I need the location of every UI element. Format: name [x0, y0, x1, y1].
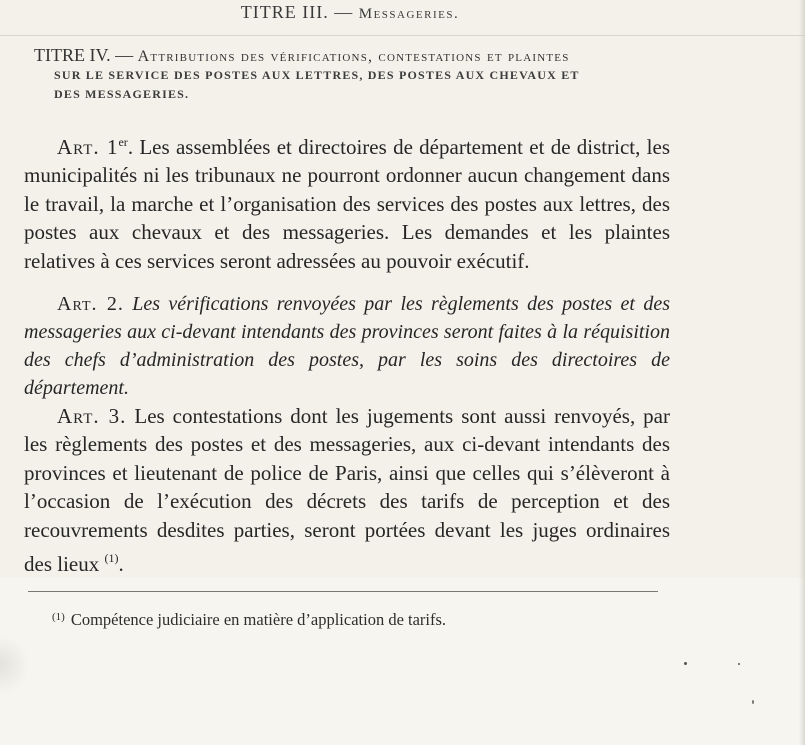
article-1-label-sup: er	[118, 135, 128, 149]
paper-speck	[738, 663, 740, 665]
footnote-number: (1)	[52, 611, 65, 623]
article-1	[24, 128, 670, 275]
footnote	[52, 610, 446, 630]
titre-iv-number: TITRE IV. —	[34, 45, 138, 65]
article-3-end: .	[118, 552, 124, 577]
article-3-label: Art. 3.	[57, 404, 127, 428]
article-2-label: Art. 2.	[57, 293, 124, 315]
paper-speck	[752, 700, 754, 704]
footnote-reference[interactable]: (1)	[104, 551, 119, 566]
running-head-label: Messageries.	[358, 6, 460, 22]
paper-smudge	[0, 635, 30, 695]
article-1-label: Art. 1	[57, 135, 119, 159]
article-1-text: . Les assemblées et directoires de département et de district, les municipalités ni les tribunaux ne pourront ordonner aucun changement dans le travail, la marche et l’organisation des services des postes aux lettres, des postes aux chevaux et des messageries. Les demandes et les plaintes relatives à ces services seront adressées au pouvoir exécutif.	[24, 135, 670, 273]
footnote-divider	[28, 591, 658, 592]
article-2-text: Les vérifications renvoyées par les règlements des postes et des messageries aux ci-devant intendants des provinces seront faites à la réquisition des chefs d’administration des postes, par les soins des directoires de département.	[24, 293, 670, 399]
article-3	[24, 402, 670, 578]
paper-speck	[684, 662, 687, 665]
titre-iv-heading	[34, 46, 674, 104]
running-head	[0, 2, 700, 23]
running-head-part: TITRE III. —	[240, 2, 359, 22]
article-2	[24, 290, 670, 402]
titre-iv-line3: DES MESSAGERIES.	[54, 87, 190, 101]
article-3-text: Les contestations dont les jugements sont aussi renvoyés, par les règlements des postes et des messageries, aux ci-devant intendants des provinces et lieutenant de police de Paris, ainsi que celles qui s’élèveront à l’occasion de l’exécution des décrets des tarifs de perception et des recouvrements desdites parties, seront portées devant les juges ordinaires des lieux	[24, 404, 670, 577]
titre-iv-line2: SUR LE SERVICE DES POSTES AUX LETTRES, DES POSTES AUX CHEVAUX ET	[54, 68, 580, 82]
titre-iv-line1: Attributions des vérifications, contestations et plaintes	[137, 48, 570, 65]
page-edge-shadow	[799, 0, 805, 745]
footnote-text: Compétence judiciaire en matière d’application de tarifs.	[70, 610, 447, 629]
header-divider	[0, 35, 805, 36]
